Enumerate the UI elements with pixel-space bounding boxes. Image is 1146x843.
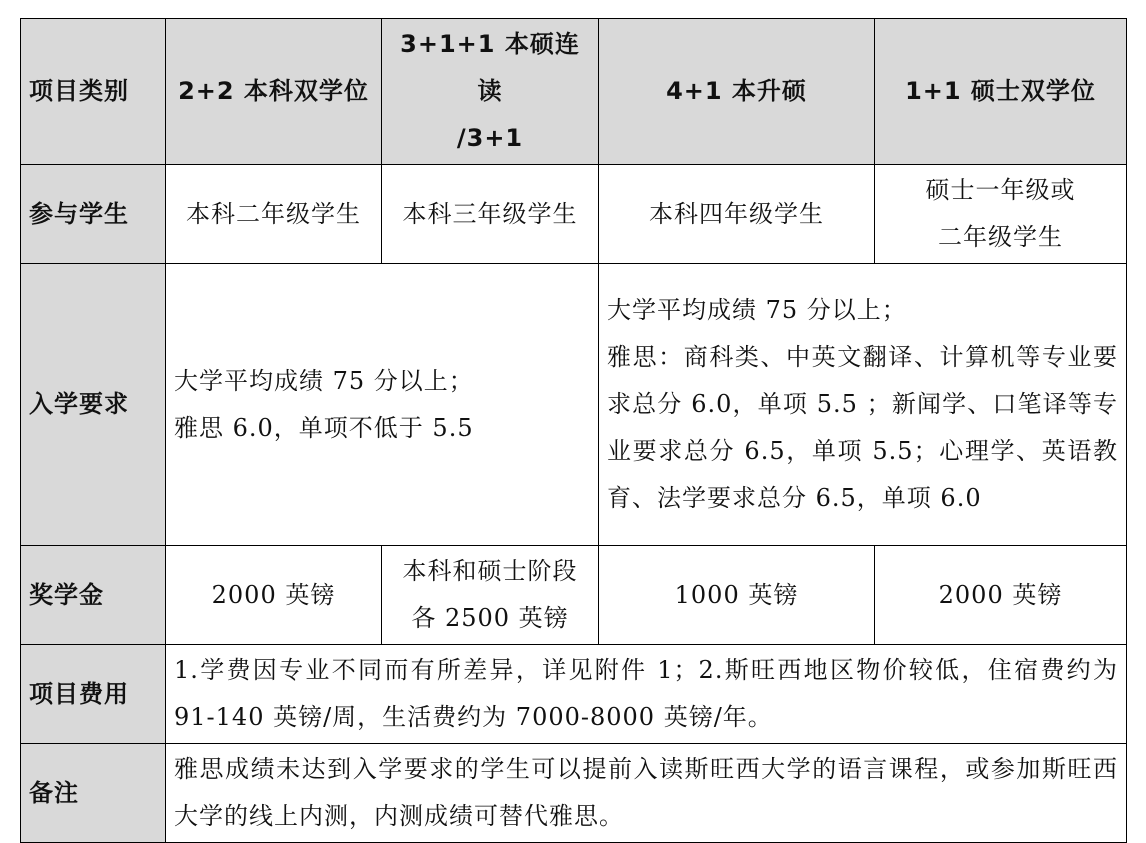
table-row-notes [21, 744, 1127, 843]
notes-cell: 雅思成绩未达到入学要求的学生可以提前入读斯旺西大学的语言课程，或参加斯旺西大学的线上内测，内测成绩可替代雅思。 [166, 744, 1127, 843]
scholarship-3plus1plus1 [382, 546, 599, 645]
scholarship-4plus1: 1000 英镑 [599, 546, 875, 645]
students-1plus1 [875, 165, 1127, 264]
requirements-left-line1: 大学平均成绩 75 分以上； [174, 366, 474, 395]
scholarship-1plus1: 2000 英镑 [875, 546, 1127, 645]
table-row-header [21, 19, 1127, 165]
scholarship-row-label: 奖学金 [21, 546, 166, 645]
fees-cell: 1.学费因专业不同而有所差异，详见附件 1；2.斯旺西地区物价较低，住宿费约为 91-140 英镑/周，生活费约为 7000-8000 英镑/年。 [166, 645, 1127, 744]
program-header-2plus2: 2+2 本科双学位 [166, 19, 382, 165]
program-header-3plus1plus1-line1: 3+1+1 本硕连读 [400, 30, 580, 105]
table-row-students [21, 165, 1127, 264]
program-header-3plus1plus1-line2: /3+1 [456, 124, 524, 152]
notes-row-label: 备注 [21, 744, 166, 843]
requirements-right-line1: 大学平均成绩 75 分以上； [607, 296, 907, 324]
students-1plus1-line2: 二年级学生 [938, 223, 1063, 251]
students-2plus2: 本科二年级学生 [166, 165, 382, 264]
program-comparison-table [20, 18, 1127, 843]
program-header-1plus1: 1+1 硕士双学位 [875, 19, 1127, 165]
table-row-fees [21, 645, 1127, 744]
students-row-label: 参与学生 [21, 165, 166, 264]
students-3plus1plus1: 本科三年级学生 [382, 165, 599, 264]
scholarship-2plus2: 2000 英镑 [166, 546, 382, 645]
students-4plus1: 本科四年级学生 [599, 165, 875, 264]
requirements-right-line2: 雅思：商科类、中英文翻译、计算机等专业要求总分 6.0，单项 5.5 ；新闻学、口笔译等专业要求总分 6.5，单项 5.5；心理学、英语教育、法学要求总分 6.5，单项 6.0 [607, 343, 1118, 512]
students-1plus1-line1: 硕士一年级或 [925, 176, 1076, 204]
requirements-row-label: 入学要求 [21, 264, 166, 546]
scholarship-3plus1plus1-line2: 各 2500 英镑 [411, 604, 569, 632]
program-header-3plus1plus1 [382, 19, 599, 165]
scholarship-3plus1plus1-line1: 本科和硕士阶段 [402, 557, 578, 585]
table-row-scholarship [21, 546, 1127, 645]
category-header-cell: 项目类别 [21, 19, 166, 165]
requirements-right-cell [599, 264, 1127, 546]
requirements-left-cell [166, 264, 599, 546]
requirements-left-line2: 雅思 6.0，单项不低于 5.5 [174, 413, 474, 442]
fees-row-label: 项目费用 [21, 645, 166, 744]
table-row-requirements [21, 264, 1127, 546]
program-header-4plus1: 4+1 本升硕 [599, 19, 875, 165]
